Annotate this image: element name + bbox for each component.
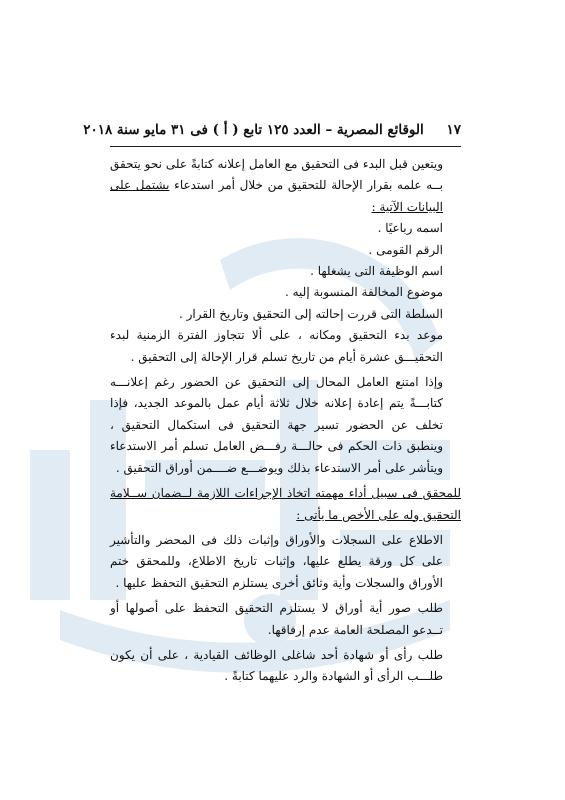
page-number: ١٧ — [446, 122, 461, 138]
paragraph-intro-underlined: يشتمل على البيانات الآتية : — [110, 178, 443, 214]
paragraph-date: موعد بدء التحقيق ومكانه ، على ألا تتجاوز الفترة الزمنية لبدء التحقيـــق عشرة أيام من تاريخ تسلم قرار الإحالة إلى التحقيق . — [110, 328, 443, 364]
gazette-title: الوقائع المصرية – العدد ١٢٥ تابع ( أ ) فى ٣١ مايو سنة ٢٠١٨ — [83, 122, 424, 138]
paragraph-intro-text: ويتعين قبل البدء فى التحقيق مع العامل إعلانه كتابةً على نحو يتحقق بــه علمه بقرار الإحالة للتحقيق من خلال أمر استدعاء — [110, 157, 444, 193]
paragraph-opinion: طلب رأى أو شهادة أحد شاغلى الوظائف القيادية ، على أن يكون طلـــب الرأى أو الشهادة والرد عليهما كتابةً . — [110, 647, 443, 684]
list-item: السلطة التى قررت إحالته إلى التحقيق وتاريخ القرار . — [179, 306, 443, 321]
paragraph-investigator-powers: للمحقق فى سبيل أداء مهمته اتخاذ الإجراءات اللازمة لــضمان ســلامة التحقيق وله على الأخص ما يأتى : — [110, 486, 461, 522]
list-item: اسم الوظيفة التى يشغلها . — [310, 264, 443, 279]
paragraph-records: الاطلاع على السجلات والأوراق وإثبات ذلك فى المحضر والتأشير على كل ورقة يطلع عليها، وإثبات تاريخ الاطلاع، وللمحقق ختم الأوراق والسجلات وأية وثائق أخرى يستلزم التحقيق التحفظ عليها . — [110, 532, 443, 590]
list-item: موضوع المخالفة المنسوبة إليه . — [284, 285, 443, 300]
document-body — [110, 154, 461, 688]
paragraph-intro — [110, 154, 461, 218]
list-item: اسمه رباعيًا . — [377, 221, 443, 236]
list-item: الرقم القومى . — [368, 242, 443, 257]
paragraph-copies: طلب صور أية أوراق لا يستلزم التحقيق التحفظ على أصولها أو تــدعو المصلحة العامة عدم إرفاقها. — [110, 601, 443, 637]
header-rule — [110, 146, 461, 147]
paragraph-absence: وإذا امتنع العامل المحال إلى التحقيق عن الحضور رغم إعلانـــه كتابـــةً يتم إعادة إعلانه خلال ثلاثة أيام عمل بالموعد الجديد، فإذا تخلف عن الحضور تسير جهة التحقيق فى استكمال التحقيق ، وينطبق ذات الحكم فى حالـــة رفـــض العامل تسلم أمر الاستدعاء ويتأشر على أمر الاستدعاء بذلك ويوضـــع ضــــمن أوراق التحقيق . — [110, 375, 443, 475]
page-header — [83, 122, 461, 138]
